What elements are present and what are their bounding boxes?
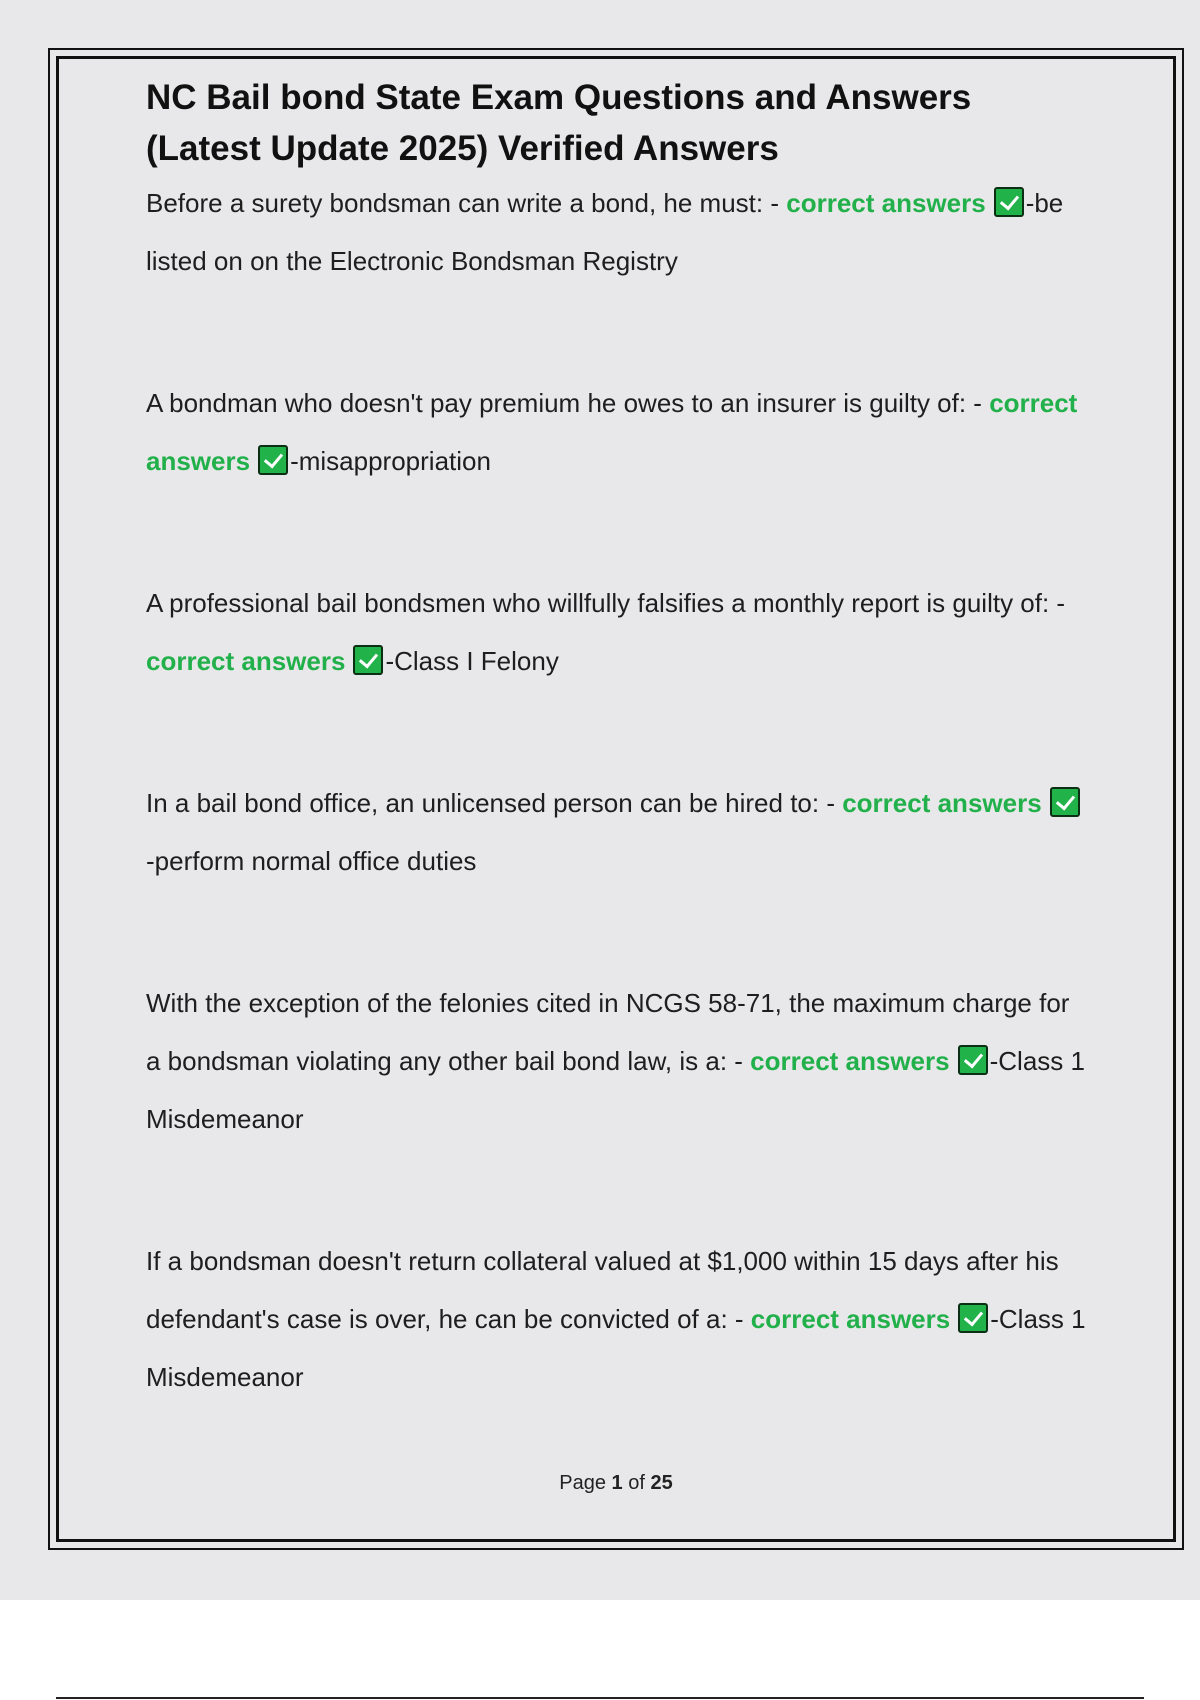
answer-text: -Class 1 Misdemeanor xyxy=(146,1304,1086,1392)
question-text: With the exception of the felonies cited in NCGS 58-71, the maximum charge for a bondsman violating any other bail bond law, is a: - xyxy=(146,988,1070,1076)
question-text: A professional bail bondsmen who willfully falsifies a monthly report is guilty of: - xyxy=(146,588,1066,618)
answer-label: correct answers xyxy=(750,1304,951,1334)
answer-text: -perform normal office duties xyxy=(146,846,477,876)
qa-item xyxy=(146,174,1086,290)
answer-text: -Class I Felony xyxy=(385,646,559,676)
question-text: Before a surety bondsman can write a bond, he must: - xyxy=(146,188,787,218)
qa-item xyxy=(146,774,1086,890)
check-mark-icon xyxy=(958,1045,988,1075)
check-mark-icon xyxy=(353,645,383,675)
check-mark-icon xyxy=(958,1303,988,1333)
answer-text: -be listed on on the Electronic Bondsman Registry xyxy=(146,188,1064,276)
page-of-label: of xyxy=(622,1472,651,1494)
answer-label: correct answers xyxy=(750,1046,950,1076)
check-mark-icon xyxy=(1050,787,1080,817)
qa-item xyxy=(146,1232,1086,1406)
question-text: A bondman who doesn't pay premium he owes to an insurer is guilty of: - xyxy=(146,388,990,418)
answer-label: correct answers xyxy=(146,646,346,676)
check-mark-icon xyxy=(258,445,288,475)
current-page-number: 1 xyxy=(611,1472,623,1494)
qa-item xyxy=(146,374,1086,490)
answer-label: correct answers xyxy=(842,788,1042,818)
qa-item xyxy=(146,974,1086,1148)
bottom-divider xyxy=(56,1697,1144,1699)
document-title: NC Bail bond State Exam Questions and Answers (Latest Update 2025) Verified Answers xyxy=(146,78,972,168)
answer-text: -misappropriation xyxy=(290,446,491,476)
page-footer xyxy=(56,1472,1176,1495)
answer-label: correct answers xyxy=(146,388,1078,476)
total-pages-number: 25 xyxy=(650,1472,673,1494)
check-mark-icon xyxy=(994,187,1024,217)
page-content xyxy=(146,72,1086,1406)
answer-label: correct answers xyxy=(786,188,986,218)
page-label: Page xyxy=(559,1472,612,1494)
question-text: In a bail bond office, an unlicensed person can be hired to: - xyxy=(146,788,843,818)
question-text: If a bondsman doesn't return collateral valued at $1,000 within 15 days after his defendant's case is over, he can be convicted of a: - xyxy=(146,1246,1059,1334)
qa-item xyxy=(146,574,1086,690)
answer-text: -Class 1 Misdemeanor xyxy=(146,1046,1085,1134)
